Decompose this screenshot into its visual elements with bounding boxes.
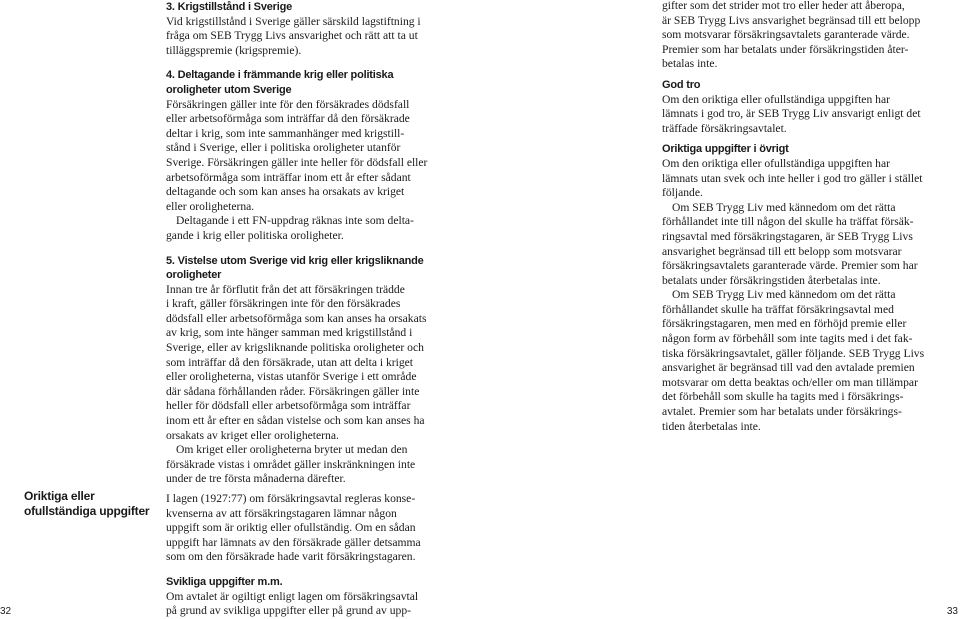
text-line: gande i krig eller politiska oroligheter. [166, 228, 344, 242]
text-line: försäkringsavtalets garanterade värde. Premier som har [662, 259, 918, 273]
text-line: oroligheter [166, 269, 222, 282]
section-3-text [166, 15, 456, 59]
text-line: som motsvarar försäkringsavtalets garanterade värde. [662, 28, 910, 42]
text-line: fråga om SEB Trygg Livs ansvarighet och rätt att ta ut [166, 29, 418, 43]
text-line: Premier som har betalats under försäkringstiden åter- [662, 42, 909, 56]
text-line: motsvarar om detta beaktas och/eller om man tillämpar [662, 375, 918, 389]
text-line: dödsfall eller arbetsoförmåga som kan anses ha orsakats [166, 311, 427, 325]
text-line: uppgift som är oriktig eller ofullständig. Om en sådan [166, 521, 416, 535]
text-line: som om den försäkrade hade varit försäkringstagaren. [166, 550, 416, 564]
ovrigt-heading: Oriktiga uppgifter i övrigt [662, 143, 789, 156]
continued-paragraph [662, 0, 952, 72]
text-line: Om SEB Trygg Liv med kännedom om det rätta [672, 200, 896, 214]
text-line: orsakats av kriget eller oroligheterna. [166, 428, 339, 442]
right-column [662, 0, 952, 434]
text-line: försäkringstagaren, men med en förhöjd premie eller [662, 317, 907, 331]
text-line: 4. Deltagande i främmande krig eller politiska [166, 69, 394, 82]
text-line: kvenserna av att försäkringstagaren lämnar någon [166, 506, 397, 520]
text-line: Försäkringen gäller inte för den försäkrades dödsfall [166, 97, 410, 111]
text-line: betalats under försäkringstiden återbetalas inte. [662, 273, 881, 287]
section-4-paragraph-1 [166, 98, 456, 215]
text-line: Om den oriktiga eller ofullständiga uppgiften har [662, 156, 890, 170]
text-line: som inträffar då den försäkrade, utan att delta i kriget [166, 355, 414, 369]
text-line: deltar i krig, som inte sammanhänger med krigstill- [166, 126, 405, 140]
text-line: betalas inte. [662, 57, 718, 71]
ovrigt-paragraph-3 [662, 288, 952, 434]
text-line: är SEB Trygg Livs ansvarighet begränsad till ett belopp [662, 13, 921, 27]
text-line: ansvarighet är begränsad till vad den avtalade premien [662, 361, 915, 375]
text-line: förhållandet skulle ha träffat försäkringsavtal med [662, 302, 894, 316]
text-line: någon form av förbehåll som inte tagits med i det fak- [662, 332, 913, 346]
svikliga-paragraph [166, 590, 456, 619]
section-5-paragraph-1 [166, 283, 456, 444]
section-4-paragraph-2 [166, 214, 456, 243]
text-line: 5. Vistelse utom Sverige vid krig eller krigsliknande [166, 254, 424, 267]
text-line: lämnats i god tro, är SEB Trygg Liv ansvarigt enligt det [662, 107, 921, 121]
text-line: Deltagande i ett FN-uppdrag räknas inte som delta- [176, 214, 414, 228]
text-line: eller oroligheterna, vistas utanför Sverige i ett område [166, 370, 417, 384]
page-number-right: 33 [946, 606, 958, 617]
text-line: på grund av svikliga uppgifter eller på grund av upp- [166, 604, 412, 618]
section-5-heading [166, 254, 456, 283]
ovrigt-paragraph-1 [662, 157, 952, 201]
page-number-left: 32 [0, 606, 12, 617]
section-3-heading: 3. Krigstillstånd i Sverige [166, 1, 293, 13]
bottom-column [166, 492, 456, 619]
text-line: i kraft, gäller försäkringen inte för den försäkrades [166, 297, 401, 311]
ovrigt-paragraph-2 [662, 201, 952, 289]
text-line: deltagande och som kan anses ha orsakats av kriget [166, 185, 405, 199]
text-line: Om den oriktiga eller ofullständiga uppgiften har [662, 92, 890, 106]
text-line: Vid krigstillstånd i Sverige gäller särskild lagstiftning i [166, 14, 421, 28]
text-line: Innan tre år förflutit från det att försäkringen trädde [166, 282, 405, 296]
text-line: I lagen (1927:77) om försäkringsavtal regleras konse- [166, 492, 416, 505]
side-heading-oriktiga: Oriktiga eller ofullständiga uppgifter [24, 489, 150, 518]
text-line: där sådana förhållanden råder. Försäkringen gäller inte [166, 384, 420, 398]
text-line: eller arbetsoförmåga som inträffar då den försäkrade [166, 112, 410, 126]
text-line: Sverige. Försäkringen gäller inte heller för dödsfall eller [166, 155, 428, 169]
text-line: tiska försäkringsavtalet, gäller följande. SEB Trygg Livs [662, 346, 925, 360]
section-5-paragraph-2 [166, 443, 456, 487]
text-line: tiden återbetalas inte. [662, 419, 761, 433]
text-line: inom ett år efter en sådan vistelse och som kan anses ha [166, 414, 425, 428]
text-line: gifter som det strider mot tro eller heder att åberopa, [662, 0, 905, 12]
text-line: arbetsoförmåga som inträffar inom ett år efter sådant [166, 170, 411, 184]
god-tro-paragraph [662, 93, 952, 137]
text-line: det förbehåll som skulle ha tagits med i försäkrings- [662, 390, 904, 404]
text-line: uppgift har lämnats av den försäkrade gäller detsamma [166, 535, 421, 549]
text-line: avtalet. Premier som har betalats under försäkrings- [662, 405, 902, 419]
text-line: oroligheter utom Sverige [166, 83, 292, 96]
text-line: heller för dödsfall eller arbetsoförmåga som inträffar [166, 399, 411, 413]
text-line: ansvarighet begränsad till ett belopp som motsvarar [662, 244, 902, 258]
god-tro-heading: God tro [662, 78, 701, 91]
text-line: ringsavtal med försäkringstagaren, är SEB Trygg Livs [662, 229, 913, 243]
text-line: stånd i Sverige, eller i politiska oroligheter utanför [166, 141, 401, 155]
text-line: följande. [662, 186, 703, 200]
text-line: Sverige, eller av krigsliknande politiska oroligheter och [166, 341, 424, 355]
section-4-heading [166, 68, 456, 97]
text-line: lämnats utan svek och inte heller i god tro gäller i stället [662, 171, 923, 185]
oriktiga-paragraph [166, 492, 456, 565]
text-line: eller oroligheterna. [166, 199, 255, 213]
text-line: förhållandet inte till någon del skulle ha träffat försäk- [662, 215, 914, 229]
text-line: tilläggspremie (krigspremie). [166, 43, 302, 57]
text-line: träffade försäkringsavtalet. [662, 121, 787, 135]
text-line: försäkrade vistas i området gäller inskränkningen inte [166, 457, 416, 471]
text-line: Om SEB Trygg Liv med kännedom om det rätta [672, 288, 896, 302]
text-line: Om avtalet är ogiltigt enligt lagen om försäkringsavtal [166, 589, 419, 603]
text-line: Om kriget eller oroligheterna bryter ut medan den [176, 443, 408, 457]
text-line: av krig, som inte hänger samman med krigstillstånd i [166, 326, 413, 340]
svikliga-heading: Svikliga uppgifter m.m. [166, 575, 283, 588]
left-column [166, 0, 456, 487]
text-line: under de tre första månaderna därefter. [166, 472, 346, 486]
